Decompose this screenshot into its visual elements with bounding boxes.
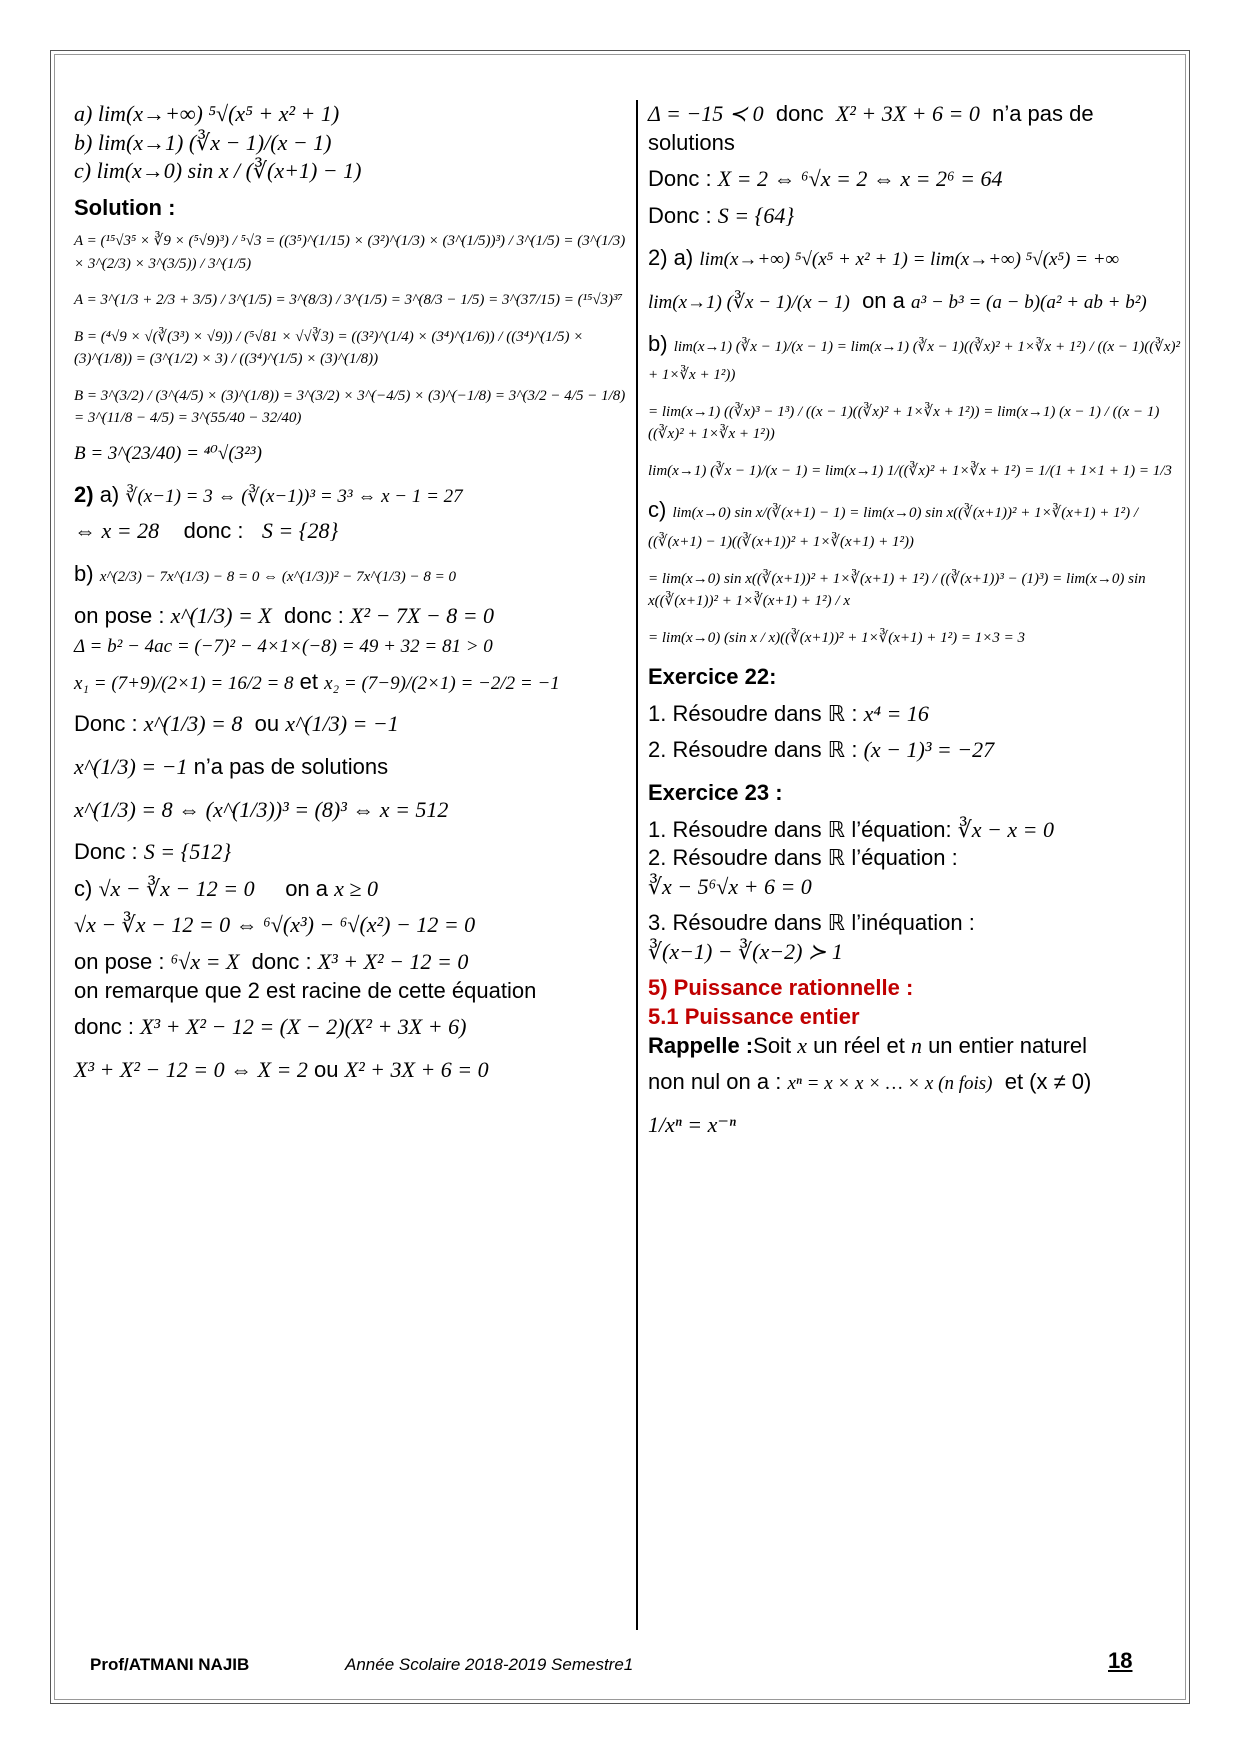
- rb2-line: = lim(x→1) ((∛x)³ − 1³) / ((x − 1)((∛x)² + 1×∛x + 1²)) = lim(x→1) (x − 1) / ((x − 1)((∛x)² + 1×∛x + 1²)): [648, 403, 1160, 443]
- rb3-line: lim(x→1) (∛x − 1)/(x − 1) = lim(x→1) 1/((∛x)² + 1×∛x + 1²) = 1/(1 + 1×1 + 1) = 1/3: [648, 462, 1172, 479]
- pose1-line: on pose : x^(1/3) = X donc : X² − 7X − 8 = 0: [74, 603, 495, 629]
- calc-B-line3: B = 3^(23/40) = ⁴⁰√(3²³): [74, 442, 262, 464]
- part2c-line2: √x − ∛x − 12 = 0 ⇔ ⁶√(x³) − ⁶√(x²) − 12 = 0: [74, 912, 476, 938]
- rb1-line: b) lim(x→1) (∛x − 1)/(x − 1) = lim(x→1) (∛x − 1)((∛x)² + 1×∛x + 1²) / ((x − 1)((∛x)² + 1×∛x + 1²)): [648, 330, 1180, 384]
- part2b-line1: b) x^(2/3) − 7x^(1/3) − 8 = 0 ⇔ (x^(1/3))² − 7x^(1/3) − 8 = 0: [74, 560, 456, 586]
- column-divider: [636, 100, 638, 1630]
- roots-line: x₁ = (7+9)/(2×1) = 16/2 = 8 et x₂ = (7−9)/(2×1) = −2/2 = −1: [74, 668, 560, 694]
- ex23-item3: 3. Résoudre dans ℝ l’inéquation :: [648, 910, 975, 936]
- footer-author: Prof/ATMANI NAJIB: [90, 1655, 250, 1674]
- ex22-item2: 2. Résoudre dans ℝ : (x − 1)³ = −27: [648, 737, 995, 763]
- section-5-1-title: 5.1 Puissance entier: [648, 1004, 860, 1030]
- rc2-line: = lim(x→0) sin x((∛(x+1))² + 1×∛(x+1) + 1²) / ((∛(x+1))³ − (1)³) = lim(x→0) sin x((∛(x+1))² + 1×∛(x+1) + 1²) / x: [648, 570, 1146, 610]
- set64-line: Donc : S = {64}: [648, 202, 795, 228]
- page-number: 18: [1108, 1648, 1133, 1673]
- delta1-line: Δ = b² − 4ac = (−7)² − 4×1×(−8) = 49 + 32 = 81 > 0: [74, 636, 493, 658]
- ex22-item1: 1. Résoudre dans ℝ : x⁴ = 16: [648, 700, 929, 726]
- part2a-line2: ⇔ x = 28 donc : S = {28}: [74, 518, 339, 544]
- remark-line: on remarque que 2 est racine de cette équation: [74, 977, 537, 1003]
- solutions-word: solutions: [648, 129, 735, 155]
- footer-year: Année Scolaire 2018-2019 Semestre1: [345, 1655, 634, 1674]
- donc2-line: Donc : x^(1/3) = 8 ou x^(1/3) = −1: [74, 711, 399, 737]
- exercise-b: b) lim(x→1) (∛x − 1)/(x − 1): [74, 129, 332, 155]
- left-column: [74, 100, 626, 1084]
- r2a-line: 2) a) lim(x→+∞) ⁵√(x⁵ + x² + 1) = lim(x→+∞) ⁵√(x⁵) = +∞: [648, 245, 1120, 271]
- calc-B-line1: B = (⁴√9 × √(∛(3³) × √9)) / (⁵√81 × √√∛3) = ((3²)^(1/4) × (3⁴)^(1/6)) / ((3⁴)^(1/5) × (3)^(1/8)) = (3^(1/2) × 3) / ((3⁴)^(1/5) × (3)^(1/8)): [74, 328, 584, 368]
- part2c-line1: c) √x − ∛x − 12 = 0 on a x ≥ 0: [74, 875, 378, 901]
- last-left-line: X³ + X² − 12 = 0 ⇔ X = 2 ou X² + 3X + 6 = 0: [74, 1056, 489, 1082]
- factor-line: donc : X³ + X² − 12 = (X − 2)(X² + 3X + 6): [74, 1014, 467, 1040]
- ex23-item2-eq: ∛x − 5⁶√x + 6 = 0: [648, 873, 812, 899]
- ex23-item1: 1. Résoudre dans ℝ l’équation: ∛x − x = 0: [648, 816, 1054, 842]
- calc-A-line1: A = (¹⁵√3⁵ × ∛9 × (⁵√9)³) / ⁵√3 = ((3⁵)^(1/15) × (3²)^(1/3) × (3^(1/5))³) / 3^(1/5) = (3^(1/3) × 3^(2/3) × 3^(3/5)) / 3^(1/5): [74, 233, 626, 272]
- exercise-a: a) lim(x→+∞) ⁵√(x⁵ + x² + 1): [74, 101, 340, 126]
- right-column: [648, 100, 1188, 1140]
- exercise-23-title: Exercice 23 :: [648, 779, 783, 805]
- section-5-title: 5) Puissance rationnelle :: [648, 975, 914, 1001]
- part2a-line1: 2) a) ∛(x−1) = 3 ⇔ (∛(x−1))³ = 3³ ⇔ x − 1 = 27: [74, 481, 463, 507]
- eq512-line: x^(1/3) = 8 ⇔ (x^(1/3))³ = (8)³ ⇔ x = 512: [74, 796, 449, 822]
- delta2-line: Δ = −15 ≺ 0 donc X² + 3X + 6 = 0 n’a pas de: [648, 101, 1094, 126]
- donc64-line: Donc : X = 2 ⇔ ⁶√x = 2 ⇔ x = 2⁶ = 64: [648, 166, 1003, 192]
- exercise-22-title: Exercice 22:: [648, 664, 777, 690]
- exercise-c: c) lim(x→0) sin x / (∛(x+1) − 1): [74, 158, 362, 184]
- nonnul-line: non nul on a : xⁿ = x × x × … × x (n fois) et (x ≠ 0): [648, 1069, 1092, 1095]
- ex23-item2: 2. Résoudre dans ℝ l’équation :: [648, 845, 958, 871]
- ex23-item3-eq: ∛(x−1) − ∛(x−2) ≻ 1: [648, 938, 843, 964]
- rappelle-line: Rappelle :Soit x un réel et n un entier naturel: [648, 1032, 1088, 1058]
- no-solution-line: x^(1/3) = −1 n’a pas de solutions: [74, 754, 389, 779]
- solution-heading: Solution :: [74, 194, 176, 220]
- pose2-line: on pose : ⁶√x = X donc : X³ + X² − 12 = 0: [74, 948, 469, 974]
- calc-B-line2: B = 3^(3/2) / (3^(4/5) × (3)^(1/8)) = 3^(3/2) × 3^(−4/5) × (3)^(−1/8) = 3^(3/2 − 4/5 − 1/8) = 3^(11/8 − 4/5) = 3^(55/40 − 32/40): [74, 387, 626, 427]
- inverse-power-line: 1/xⁿ = x⁻ⁿ: [648, 1111, 736, 1137]
- rc3-line: = lim(x→0) (sin x / x)((∛(x+1))² + 1×∛(x+1) + 1²) = 1×3 = 3: [648, 629, 1026, 646]
- rc1-line: c) lim(x→0) sin x/(∛(x+1) − 1) = lim(x→0) sin x((∛(x+1))² + 1×∛(x+1) + 1²) / ((∛(x+1) − 1)((∛(x+1))² + 1×∛(x+1) + 1²)): [648, 497, 1139, 551]
- calc-A-line2: A = 3^(1/3 + 2/3 + 3/5) / 3^(1/5) = 3^(8/3) / 3^(1/5) = 3^(8/3 − 1/5) = 3^(37/15) = (¹⁵√3)³⁷: [74, 292, 623, 309]
- r2b-line: lim(x→1) (∛x − 1)/(x − 1) on a a³ − b³ = (a − b)(a² + ab + b²): [648, 288, 1147, 314]
- set512-line: Donc : S = {512}: [74, 839, 232, 865]
